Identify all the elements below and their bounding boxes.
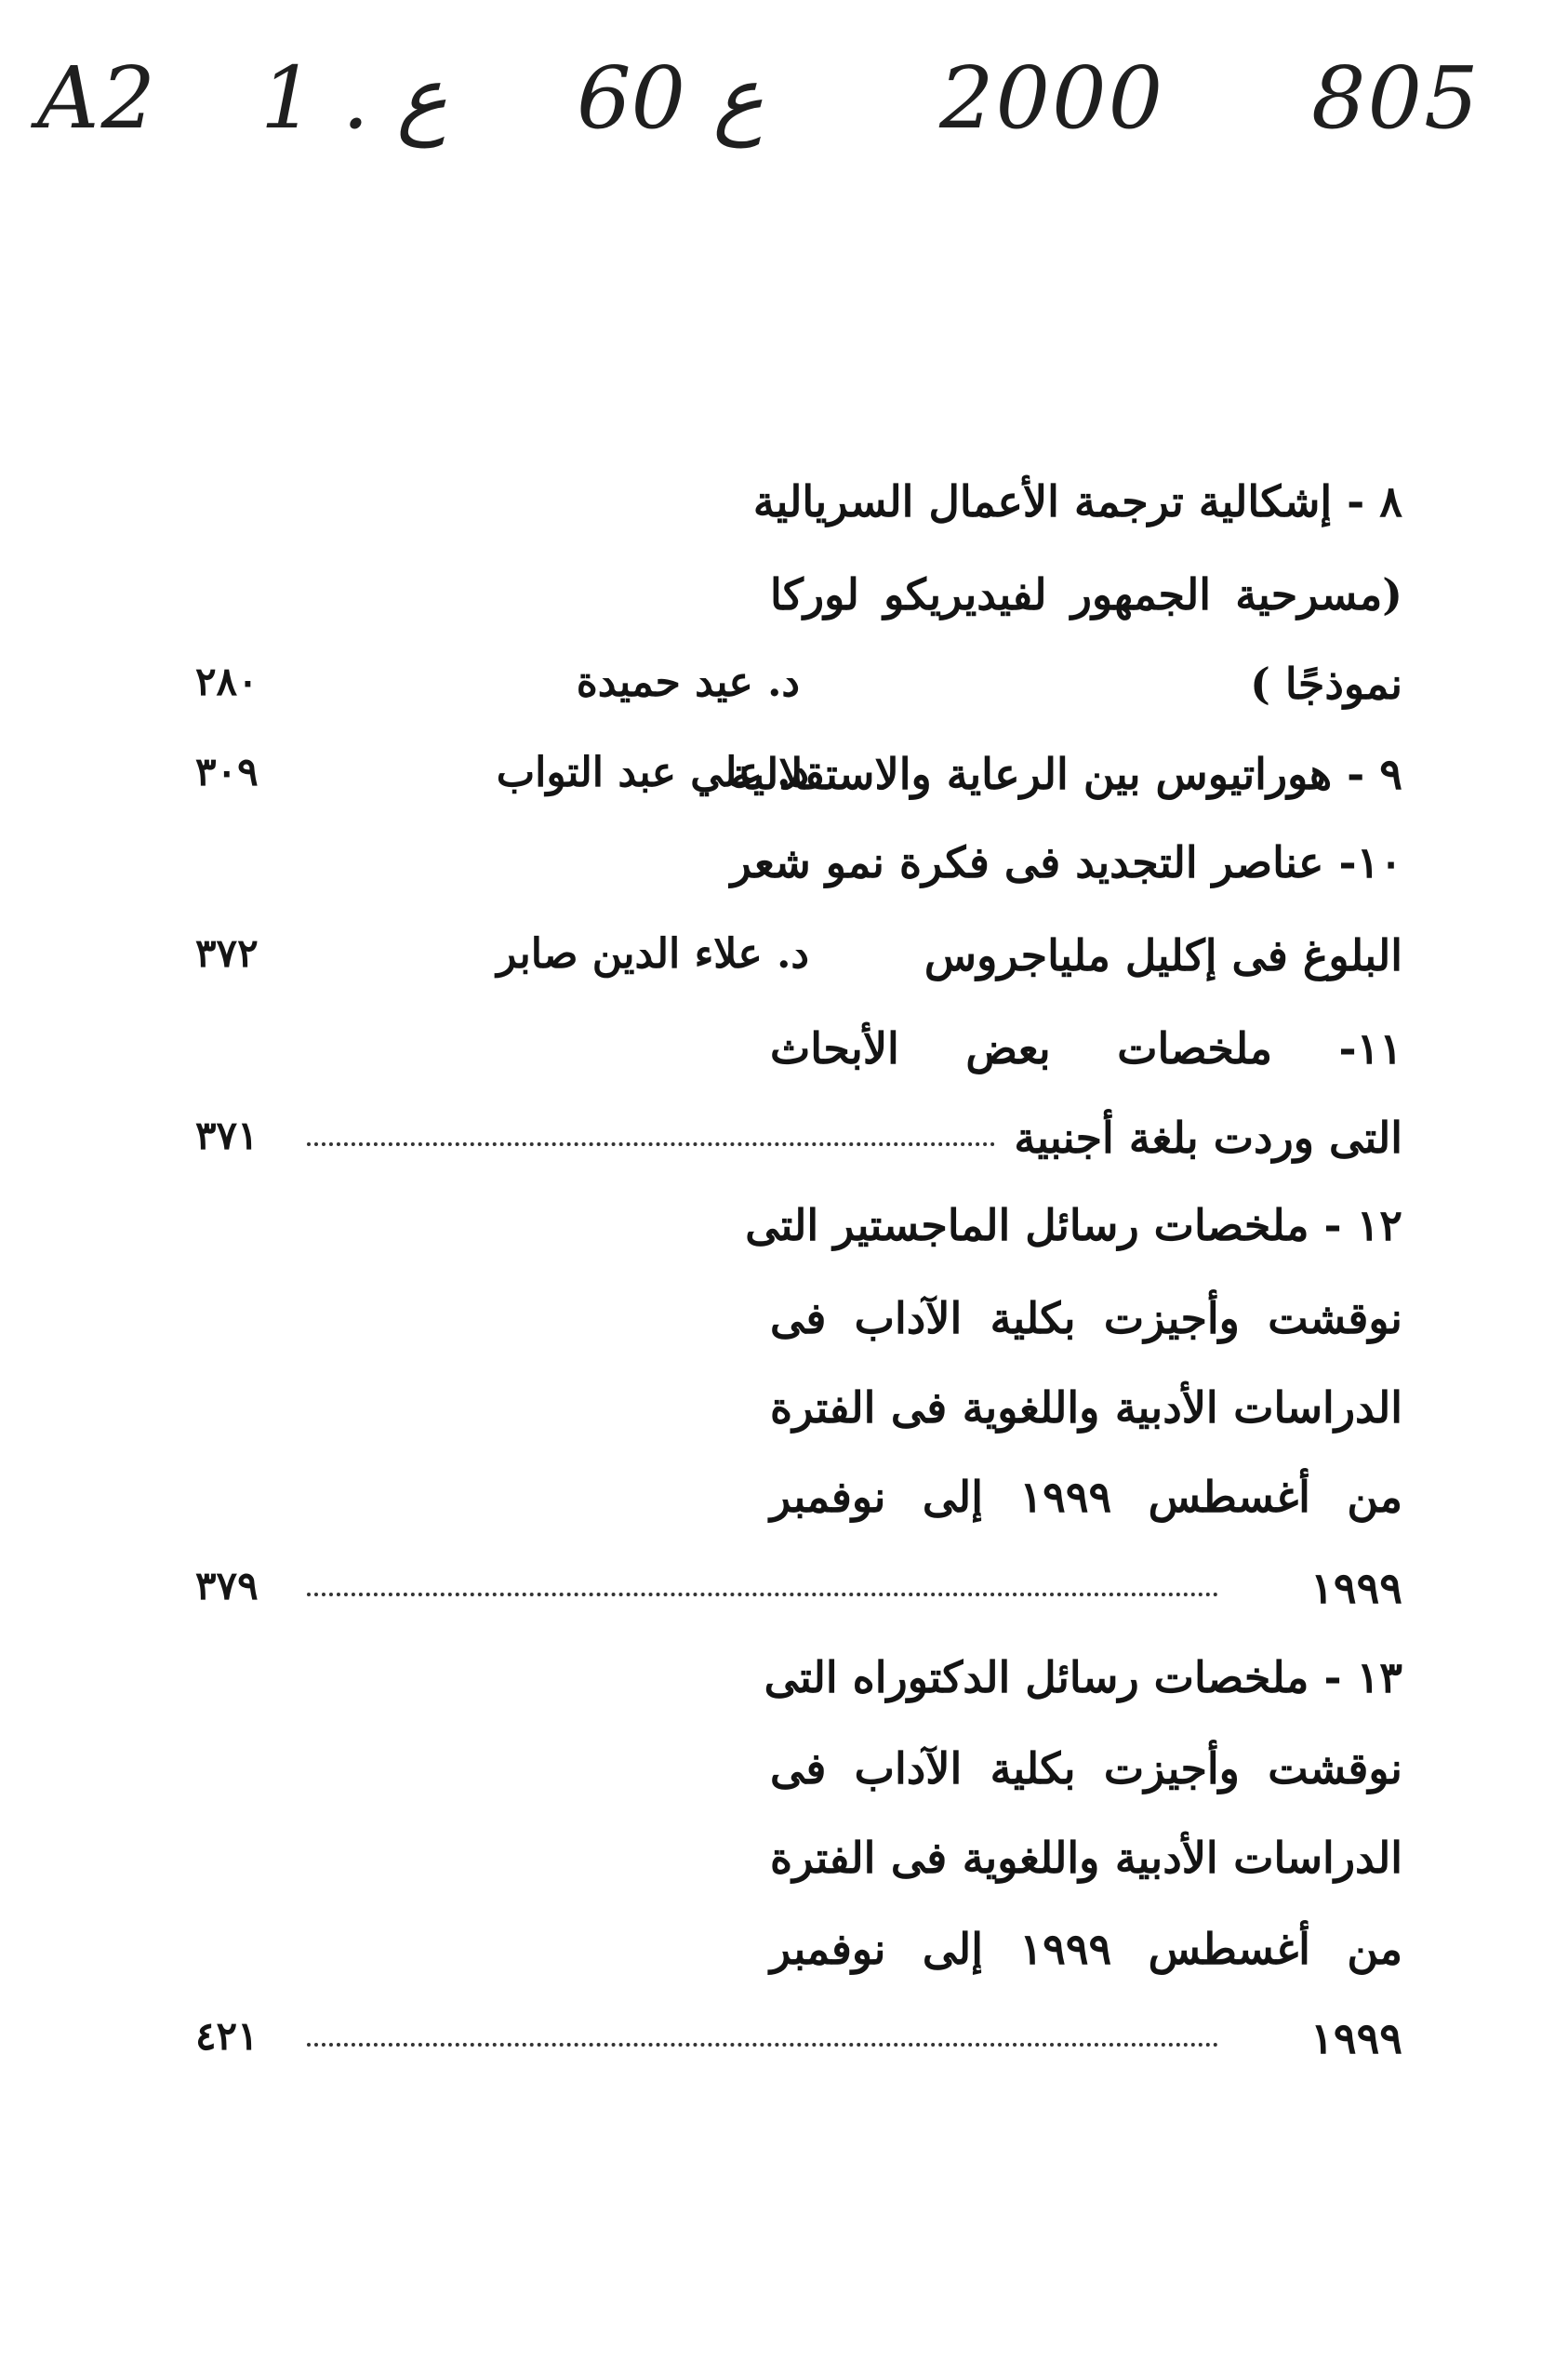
toc-entry-title-line: ١٢ - ملخصات رسائل الماجستير التى bbox=[745, 1200, 1402, 1250]
toc-entry-page-number: ٣٠٩ bbox=[195, 749, 259, 794]
toc-entry-title-line: ٨ - إشكالية ترجمة الأعمال السريالية bbox=[752, 476, 1402, 527]
toc-entry-title-line: ١٠- عناصر التجديد فى فكرة نمو شعر bbox=[730, 837, 1402, 887]
toc-entry-title-line: (مسرحية الجمهور لفيديريكو لوركا bbox=[770, 569, 1402, 620]
toc-entry-title-line: التى وردت بلغة أجنبية bbox=[1014, 1113, 1402, 1163]
toc-entry-title-line: ٩ - هوراتيوس بين الرعاية والاستقلالية bbox=[729, 749, 1402, 799]
toc-entry-title-line: ١٩٩٩ bbox=[1310, 2013, 1402, 2063]
toc-entry-title-line: من أغسطس ١٩٩٩ إلى نوفمبر bbox=[770, 1472, 1402, 1522]
toc-entry-title-line: الدراسات الأدبية واللغوية فى الفترة bbox=[770, 1833, 1402, 1883]
toc-entry-page-number: ٤٢١ bbox=[195, 2013, 259, 2059]
dot-leader bbox=[307, 2043, 1218, 2047]
toc-entry-author: د. علاء الدين صابر bbox=[497, 930, 809, 978]
handwritten-note-item: A2 bbox=[37, 48, 157, 148]
toc-entry-title-line: ١١- ملخصات بعض الأبحاث bbox=[770, 1023, 1402, 1074]
toc-entry-page-number: ٣٧٢ bbox=[195, 930, 259, 976]
toc-entry-title-line: البلوغ فى إكليل ملياجروس bbox=[924, 930, 1402, 980]
handwritten-note-item: 1 . ع bbox=[260, 48, 448, 148]
handwritten-note-item: 2000 bbox=[939, 48, 1165, 148]
toc-entry-author: د. عيد حميدة bbox=[576, 659, 800, 706]
toc-entry-title-line: نوقشت وأجيزت بكلية الآداب فى bbox=[770, 1293, 1402, 1343]
dot-leader bbox=[307, 1142, 995, 1146]
toc-entry-title-line: الدراسات الأدبية واللغوية فى الفترة bbox=[770, 1382, 1402, 1433]
toc-entry-title-line: نوقشت وأجيزت بكلية الآداب فى bbox=[770, 1743, 1402, 1794]
toc-entry-author: د. علي عبد التواب bbox=[496, 749, 809, 796]
dot-leader bbox=[307, 1593, 1218, 1596]
toc-entry-page-number: ٢٨٠ bbox=[195, 659, 259, 704]
toc-entry-title-line: ١٩٩٩ bbox=[1310, 1563, 1402, 1613]
toc-entry-page-number: ٣٧٩ bbox=[195, 1563, 259, 1608]
toc-entry-page-number: ٣٧١ bbox=[195, 1113, 259, 1158]
handwritten-note-item: 805 bbox=[1311, 48, 1481, 148]
toc-entry-title-line: من أغسطس ١٩٩٩ إلى نوفمبر bbox=[770, 1924, 1402, 1974]
handwritten-note-item: 60 ع bbox=[577, 48, 764, 148]
toc-entry-title-line: ١٣ - ملخصات رسائل الدكتوراه التى bbox=[764, 1652, 1402, 1702]
toc-entry-title-line: نموذجًا ) bbox=[1250, 659, 1402, 709]
